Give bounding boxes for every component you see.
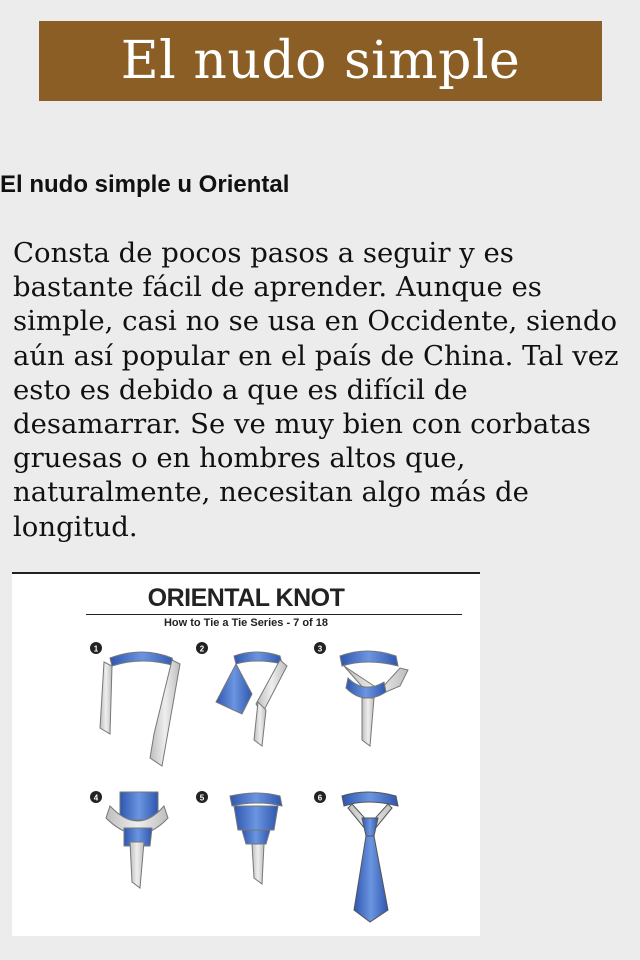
step-1-drawing [100,652,180,766]
step-3-number: 3 [317,644,323,654]
step-5-badge [196,791,208,803]
header-banner [39,21,602,101]
step-6-badge [314,791,326,803]
step-5-number: 5 [199,793,205,803]
figure-title: ORIENTAL KNOT [147,584,345,612]
step-6-drawing [342,792,398,922]
step-6-number: 6 [317,793,323,803]
step-2-drawing [216,652,287,746]
section-subtitle: El nudo simple u Oriental [0,171,290,198]
page-title: El nudo simple [120,31,521,91]
step-5-drawing [230,793,282,884]
step-4-badge [90,791,102,803]
step-4-number: 4 [93,793,99,803]
description-paragraph: Consta de pocos pasos a seguir y es bastante fácil de aprender. Aunque es simple, casi no se usa en Occidente, siendo aún así popular en el país de China. Tal vez esto es debido a que es difícil de desamarrar. Se ve muy bien con corbatas gruesas o en hombres altos que, naturalmente, necesitan algo más de longitud. [13,237,619,543]
steps-drawing [12,574,480,936]
figure-subtitle: How to Tie a Tie Series - 7 of 18 [163,617,329,629]
step-4-drawing [106,792,168,888]
step-numbers [90,642,326,803]
step-2-badge [196,642,208,654]
step-2-number: 2 [199,644,205,654]
step-1-badge [90,642,102,654]
oriental-knot-illustration [12,572,480,936]
step-3-badge [314,642,326,654]
step-1-number: 1 [93,644,99,654]
step-3-drawing [340,651,408,746]
